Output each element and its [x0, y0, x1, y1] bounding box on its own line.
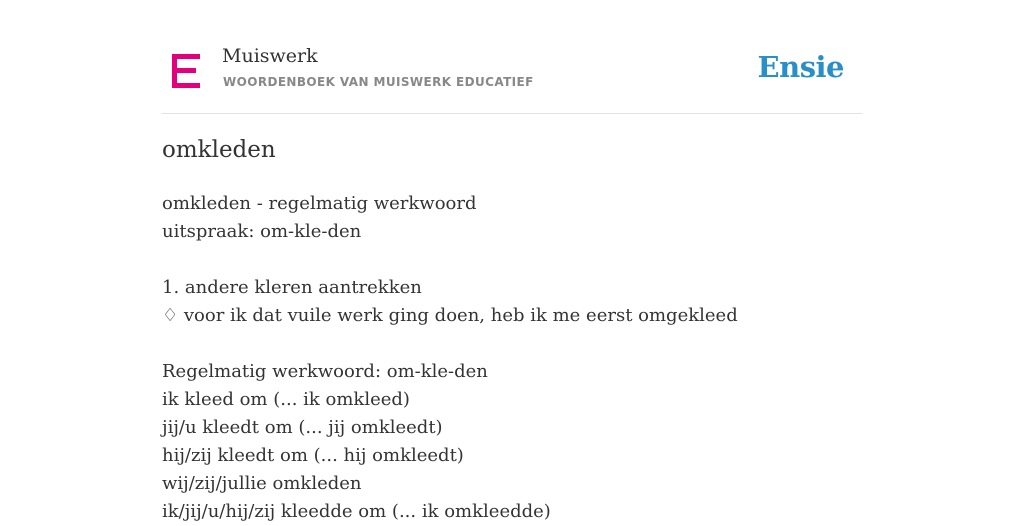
- entry-title: omkleden: [162, 137, 276, 163]
- conjugation-line: ik/jij/u/hij/zij kleedde om (... ik omkleedde): [162, 501, 551, 522]
- entry-pronunciation: uitspraak: om-kle-den: [162, 221, 362, 242]
- entry-body: [162, 190, 862, 526]
- page-container: [162, 0, 862, 522]
- conjugation-line: jij/u kleedt om (... jij omkleedt): [162, 417, 443, 438]
- site-header: [162, 0, 862, 114]
- brand-subtitle: WOORDENBOEK VAN MUISWERK EDUCATIEF: [223, 75, 534, 89]
- brand-name[interactable]: Muiswerk: [222, 45, 318, 67]
- ensie-logo-link[interactable]: Ensie: [757, 50, 844, 84]
- muiswerk-logo-icon[interactable]: [172, 54, 202, 88]
- conjugation-header: Regelmatig werkwoord: om-kle-den: [162, 361, 488, 382]
- conjugation-line: wij/zij/jullie omkleden: [162, 473, 362, 494]
- logo-bar-bottom: [172, 83, 200, 88]
- entry-example: ♢ voor ik dat vuile werk ging doen, heb ik me eerst omgekleed: [162, 305, 738, 326]
- spacer: [162, 330, 862, 358]
- entry-headline: omkleden - regelmatig werkwoord: [162, 193, 477, 214]
- logo-bar-middle: [172, 68, 196, 73]
- conjugation-line: ik kleed om (... ik omkleed): [162, 389, 410, 410]
- conjugation-line: hij/zij kleedt om (... hij omkleedt): [162, 445, 464, 466]
- entry-definition: 1. andere kleren aantrekken: [162, 277, 422, 298]
- spacer: [162, 246, 862, 274]
